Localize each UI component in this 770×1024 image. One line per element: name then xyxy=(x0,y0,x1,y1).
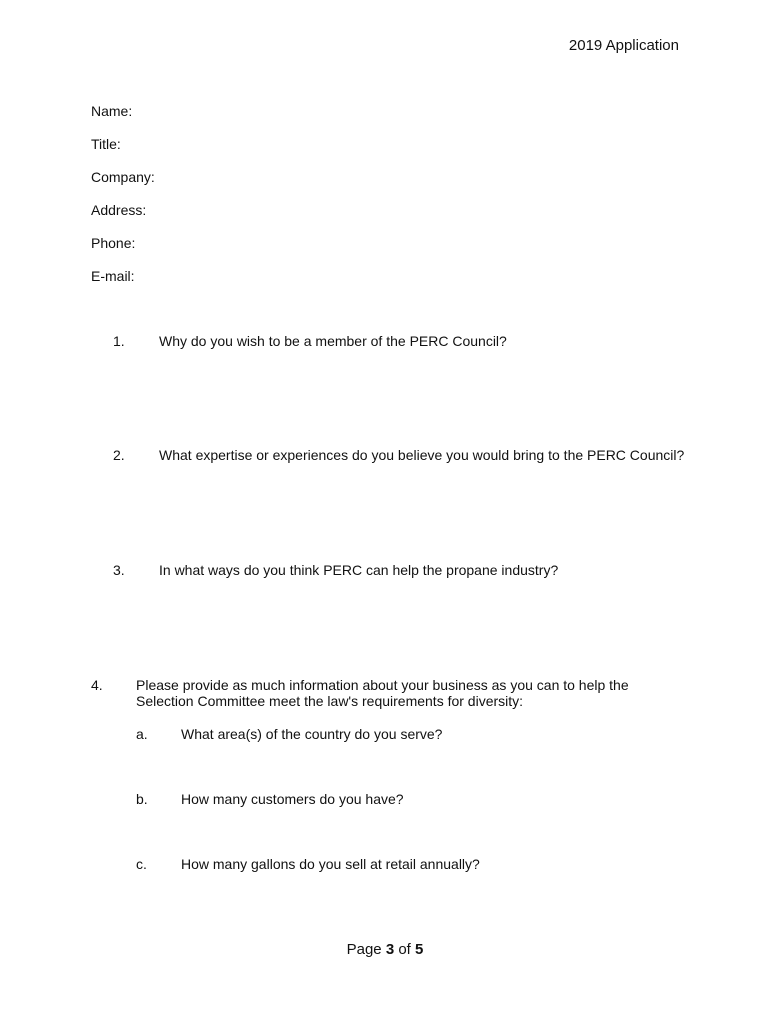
page-of-text: of xyxy=(398,941,411,958)
subquestion-b-letter: b. xyxy=(136,791,148,807)
current-page-number: 3 xyxy=(385,941,395,958)
question-4-line-1: Please provide as much information about your business as you can to help the xyxy=(136,677,629,693)
subquestion-c-text: How many gallons do you sell at retail annually? xyxy=(181,856,480,872)
name-field-label: Name: xyxy=(91,103,133,119)
question-3-number: 3. xyxy=(113,562,125,578)
question-1-text: Why do you wish to be a member of the PERC Council? xyxy=(159,333,507,349)
question-2-number: 2. xyxy=(113,447,125,463)
title-field-label: Title: xyxy=(91,136,121,152)
question-4-number: 4. xyxy=(91,677,103,693)
subquestion-b-text: How many customers do you have? xyxy=(181,791,404,807)
page-prefix: Page xyxy=(346,941,382,958)
question-3-text: In what ways do you think PERC can help the propane industry? xyxy=(159,562,559,578)
question-2-text: What expertise or experiences do you believe you would bring to the PERC Council? xyxy=(159,447,685,463)
subquestion-a-text: What area(s) of the country do you serve? xyxy=(181,726,443,742)
question-1-number: 1. xyxy=(113,333,125,349)
subquestion-c-letter: c. xyxy=(136,856,147,872)
page-header-title: 2019 Application xyxy=(568,37,679,54)
company-field-label: Company: xyxy=(91,169,155,185)
question-4-line-2: Selection Committee meet the law's requirements for diversity: xyxy=(136,693,524,709)
total-page-count: 5 xyxy=(415,941,424,958)
phone-field-label: Phone: xyxy=(91,235,136,251)
page-number-footer xyxy=(0,941,770,958)
subquestion-a-letter: a. xyxy=(136,726,148,742)
email-field-label: E-mail: xyxy=(91,268,135,284)
question-4-text xyxy=(136,677,629,709)
address-field-label: Address: xyxy=(91,202,147,218)
